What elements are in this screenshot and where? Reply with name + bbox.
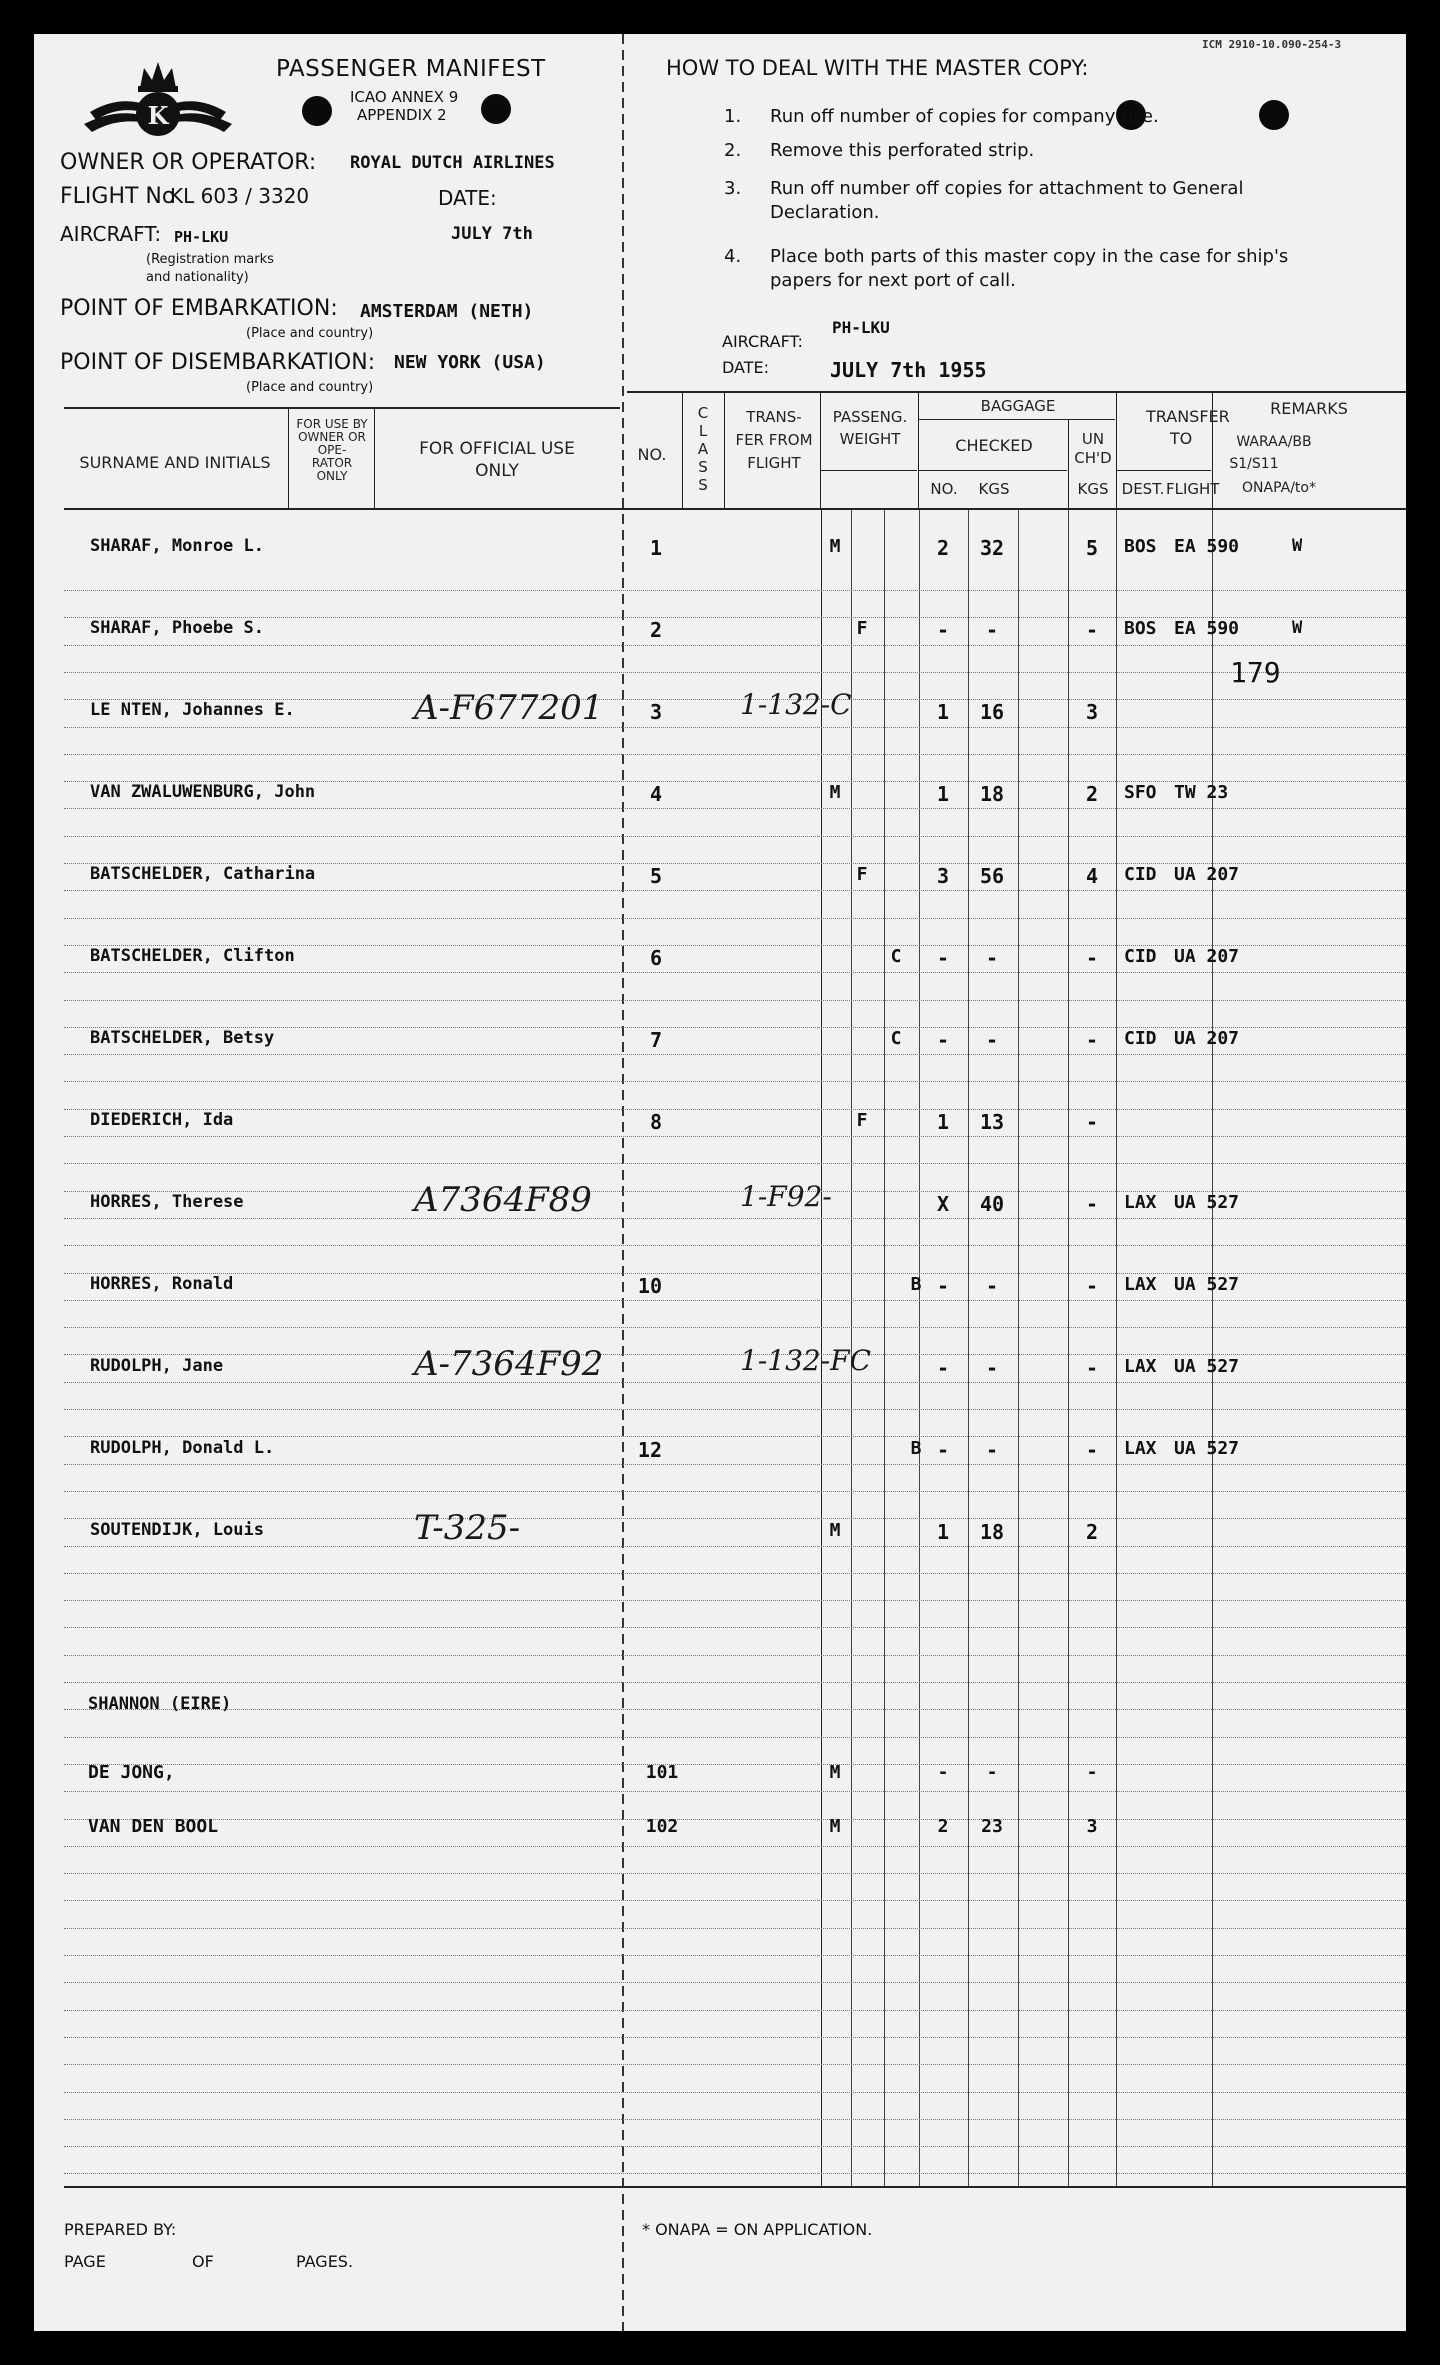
disembark-note: (Place and country) — [246, 380, 374, 395]
row-rule — [64, 1300, 1406, 1301]
row-rule — [64, 2119, 1406, 2120]
row-rule — [64, 1464, 1406, 1465]
col-divider — [682, 392, 683, 510]
row-rule — [64, 1054, 1406, 1055]
row-rule — [64, 2010, 1406, 2011]
col-header-remarks-codes: S1/S11 — [1229, 456, 1279, 472]
row-rule — [64, 1955, 1406, 1956]
col-divider — [1068, 420, 1069, 510]
baggage-count: 2 — [937, 1816, 949, 1837]
appendix: APPENDIX 2 — [357, 106, 447, 124]
weight-class-mark: M — [829, 1520, 841, 1541]
instruction-number: 1. — [724, 106, 742, 127]
baggage-count: - — [936, 1028, 950, 1052]
row-rule — [64, 1136, 1406, 1137]
weight-class-mark: B — [910, 1438, 922, 1459]
row-rule — [64, 1109, 1406, 1110]
col-divider — [1116, 510, 1117, 2186]
row-rule — [64, 1737, 1406, 1738]
unchecked-kgs: 3 — [1086, 1816, 1098, 1837]
row-rule — [64, 1218, 1406, 1219]
baggage-kgs: - — [985, 1274, 999, 1298]
passenger-name: SOUTENDIJK, Louis — [90, 1520, 264, 1540]
row-rule — [64, 1546, 1406, 1547]
passenger-name: VAN DEN BOOL — [88, 1816, 219, 1837]
col-divider — [918, 392, 919, 510]
baggage-kgs: - — [985, 946, 999, 970]
manifest-page — [34, 34, 1406, 2331]
strip-date-value: JULY 7th 1955 — [830, 358, 987, 382]
row-rule — [64, 1900, 1406, 1901]
table-top-rule — [64, 407, 620, 409]
baggage-kgs: - — [985, 618, 999, 642]
disembark-label: POINT OF DISEMBARKATION: — [60, 350, 376, 375]
instruction-number: 4. — [724, 246, 742, 267]
weight-class-mark: M — [829, 536, 841, 557]
baggage-kgs: 32 — [979, 536, 1005, 560]
instruction-text: Run off number off copies for attachment to General — [770, 178, 1244, 199]
passenger-name: LE NTEN, Johannes E. — [90, 700, 295, 720]
weight-class-mark: C — [890, 1028, 902, 1049]
row-rule — [64, 645, 1406, 646]
row-rule — [64, 2037, 1406, 2038]
transfer-dest: LAX — [1124, 1274, 1157, 1295]
row-rule — [64, 1764, 1406, 1765]
baggage-kgs: - — [985, 1028, 999, 1052]
unchecked-kgs: - — [1085, 618, 1099, 642]
official-use-number: A-7364F92 — [414, 1344, 604, 1384]
weight-class-mark: C — [890, 946, 902, 967]
unchecked-kgs: - — [1085, 1274, 1099, 1298]
baggage-count: 2 — [936, 536, 950, 560]
row-rule — [64, 672, 1406, 673]
instruction-text: papers for next port of call. — [770, 270, 1016, 291]
transfer-flight: EA 590 — [1174, 618, 1240, 639]
row-rule — [64, 754, 1406, 755]
bottom-rule — [64, 2186, 1406, 2188]
baggage-kgs: - — [985, 1356, 999, 1380]
owner-label: OWNER OR OPERATOR: — [60, 150, 317, 175]
col-header-class: C L A S S — [697, 404, 709, 494]
row-rule — [64, 1382, 1406, 1383]
unchecked-kgs: - — [1085, 1438, 1099, 1462]
form-code: ICM 2910-10.090-254-3 — [1202, 38, 1342, 51]
passenger-number: 8 — [649, 1110, 662, 1134]
passenger-number: 7 — [649, 1028, 662, 1052]
transfer-from-flight: 1-F92- — [740, 1180, 832, 1213]
passenger-name: SHARAF, Monroe L. — [90, 536, 264, 556]
col-header-checked: CHECKED — [955, 436, 1033, 455]
aircraft-value: PH-LKU — [174, 228, 229, 246]
col-header-surname: SURNAME AND INITIALS — [79, 453, 271, 472]
col-header-bag-no: NO. — [930, 480, 958, 498]
weight-class-mark: M — [829, 782, 841, 803]
unchecked-kgs: - — [1085, 1028, 1099, 1052]
col-header-owner-use: FOR USE BY OWNER OR OPE- RATOR ONLY — [296, 417, 368, 483]
row-rule — [64, 1245, 1406, 1246]
baggage-kgs: 56 — [979, 864, 1005, 888]
baggage-count: 1 — [936, 1110, 950, 1134]
dest-rule — [1117, 470, 1211, 471]
aircraft-note: and nationality) — [146, 270, 249, 285]
col-header-baggage: BAGGAGE — [980, 397, 1056, 415]
row-rule — [64, 1682, 1406, 1683]
row-rule — [64, 1409, 1406, 1410]
col-header-unchd-kgs: KGS — [1077, 480, 1109, 498]
col-header-transfer-to: TRANSFER TO — [1146, 407, 1230, 448]
row-rule — [64, 1982, 1406, 1983]
col-header-weight: PASSENG. WEIGHT — [832, 408, 908, 448]
transfer-flight: UA 527 — [1174, 1274, 1240, 1295]
unchecked-kgs: - — [1085, 1110, 1099, 1134]
weight-rule — [821, 470, 917, 471]
transfer-flight: TW 23 — [1174, 782, 1229, 803]
weight-class-mark: M — [829, 1816, 841, 1837]
punch-hole — [1259, 100, 1289, 130]
weight-class-mark: M — [829, 1762, 841, 1783]
passenger-number: 2 — [649, 618, 662, 642]
row-rule — [64, 590, 1406, 591]
instructions-title: HOW TO DEAL WITH THE MASTER COPY: — [666, 56, 1089, 80]
transfer-flight: EA 590 — [1174, 536, 1240, 557]
table-top-rule — [627, 391, 1406, 393]
unchecked-kgs: 2 — [1085, 782, 1099, 806]
passenger-number: 101 — [645, 1762, 679, 1783]
passenger-name: DE JONG, — [88, 1762, 175, 1783]
col-divider — [1116, 392, 1117, 510]
col-header-unchd: UN CH'D — [1074, 430, 1112, 467]
row-rule — [64, 2092, 1406, 2093]
row-rule — [64, 1627, 1406, 1628]
of-label: OF — [192, 2252, 214, 2271]
unchecked-kgs: - — [1085, 1192, 1099, 1216]
strip-date-label: DATE: — [722, 358, 770, 377]
instruction-text: Place both parts of this master copy in the case for ship's — [770, 246, 1289, 267]
row-rule — [64, 2064, 1406, 2065]
baggage-kgs: 18 — [979, 1520, 1005, 1544]
icao-annex: ICAO ANNEX 9 — [350, 88, 459, 106]
baggage-count: - — [936, 618, 950, 642]
transfer-dest: CID — [1124, 1028, 1157, 1049]
passenger-name: BATSCHELDER, Catharina — [90, 864, 316, 884]
row-rule — [64, 1327, 1406, 1328]
svg-text:K: K — [147, 101, 169, 130]
passenger-number: 4 — [649, 782, 662, 806]
official-use-number: A-F677201 — [414, 688, 604, 728]
transfer-dest: CID — [1124, 946, 1157, 967]
col-header-remarks: REMARKS — [1270, 399, 1348, 418]
passenger-name: VAN ZWALUWENBURG, John — [90, 782, 316, 802]
passenger-name: HORRES, Ronald — [90, 1274, 234, 1294]
row-rule — [64, 1573, 1406, 1574]
row-rule — [64, 1709, 1406, 1710]
transfer-dest: BOS — [1124, 536, 1157, 557]
date-value: JULY 7th — [451, 224, 533, 244]
passenger-name: SHARAF, Phoebe S. — [90, 618, 264, 638]
col-divider — [1212, 510, 1213, 2186]
baggage-kgs: 40 — [979, 1192, 1005, 1216]
unchecked-kgs: 2 — [1085, 1520, 1099, 1544]
baggage-kgs: 23 — [981, 1816, 1003, 1837]
row-rule — [64, 727, 1406, 728]
col-divider — [288, 409, 289, 509]
row-rule — [64, 918, 1406, 919]
passenger-number: 10 — [637, 1274, 662, 1298]
transfer-flight: UA 207 — [1174, 864, 1240, 885]
transfer-flight: UA 527 — [1174, 1438, 1240, 1459]
onapa-note: * ONAPA = ON APPLICATION. — [642, 2220, 873, 2239]
row-rule — [64, 2173, 1406, 2174]
transfer-dest: LAX — [1124, 1438, 1157, 1459]
date-label: DATE: — [438, 186, 497, 210]
perforation-line — [622, 34, 624, 2331]
baggage-count: 1 — [936, 700, 950, 724]
row-rule — [64, 1846, 1406, 1847]
unchecked-kgs: 4 — [1085, 864, 1099, 888]
instruction-text: Run off number of copies for company use. — [770, 106, 1159, 127]
flight-value: KL 603 / 3320 — [170, 184, 310, 208]
col-divider — [1018, 510, 1019, 2186]
baggage-kgs: 13 — [979, 1110, 1005, 1134]
passenger-number: 3 — [649, 700, 662, 724]
row-rule — [64, 1655, 1406, 1656]
punch-hole — [481, 94, 511, 124]
weight-class-mark: F — [856, 1110, 868, 1131]
strip-aircraft-value: PH-LKU — [832, 318, 890, 337]
unchecked-kgs: 5 — [1085, 536, 1099, 560]
transfer-from-flight: 1-132-FC — [740, 1344, 872, 1377]
baggage-kgs: - — [985, 1438, 999, 1462]
passenger-name: BATSCHELDER, Betsy — [90, 1028, 275, 1048]
flight-label: FLIGHT No — [60, 184, 176, 209]
passenger-name: DIEDERICH, Ida — [90, 1110, 234, 1130]
remark-code: W — [1292, 618, 1303, 638]
strip-aircraft-label: AIRCRAFT: — [722, 332, 803, 351]
row-rule — [64, 972, 1406, 973]
row-rule — [64, 836, 1406, 837]
owner-value: ROYAL DUTCH AIRLINES — [350, 153, 555, 173]
disembark-value: NEW YORK (USA) — [394, 352, 546, 373]
embark-label: POINT OF EMBARKATION: — [60, 296, 338, 321]
passenger-number: 6 — [649, 946, 662, 970]
col-divider — [820, 392, 821, 510]
baggage-count: 3 — [936, 864, 950, 888]
transfer-dest: SFO — [1124, 782, 1157, 803]
manifest-title: PASSENGER MANIFEST — [276, 56, 546, 82]
transfer-dest: CID — [1124, 864, 1157, 885]
baggage-rule — [919, 419, 1115, 420]
aircraft-label: AIRCRAFT: — [60, 222, 162, 246]
col-header-official: FOR OFFICIAL USE ONLY — [419, 439, 575, 481]
col-divider — [919, 510, 920, 2186]
col-header-dest: DEST. — [1121, 480, 1165, 498]
baggage-count: 1 — [936, 1520, 950, 1544]
aircraft-note: (Registration marks — [146, 252, 274, 267]
transfer-dest: BOS — [1124, 618, 1157, 639]
passenger-name: RUDOLPH, Donald L. — [90, 1438, 275, 1458]
row-rule — [64, 1873, 1406, 1874]
header-bottom-rule — [64, 508, 1406, 510]
col-divider — [1068, 510, 1069, 2186]
weight-class-mark: F — [856, 864, 868, 885]
weight-class-mark: F — [856, 618, 868, 639]
unchecked-kgs: 3 — [1085, 700, 1099, 724]
col-header-flight: FLIGHT — [1166, 480, 1220, 498]
transfer-from-flight: 1-132-C — [740, 688, 852, 721]
baggage-count: - — [936, 946, 950, 970]
row-rule — [64, 808, 1406, 809]
col-divider — [884, 510, 885, 2186]
transfer-dest: LAX — [1124, 1356, 1157, 1377]
row-rule — [64, 1163, 1406, 1164]
baggage-count: 1 — [936, 782, 950, 806]
baggage-count: - — [936, 1438, 950, 1462]
baggage-count: X — [936, 1192, 950, 1216]
instruction-text: Remove this perforated strip. — [770, 140, 1035, 161]
col-header-remarks-codes: ONAPA/to* — [1242, 480, 1316, 496]
embark-value: AMSTERDAM (NETH) — [360, 301, 534, 322]
passenger-number: 1 — [649, 536, 662, 560]
baggage-count: - — [937, 1762, 949, 1783]
instruction-number: 2. — [724, 140, 742, 161]
punch-hole — [302, 96, 332, 126]
baggage-kgs: - — [986, 1762, 998, 1783]
row-rule — [64, 1000, 1406, 1001]
row-rule — [64, 890, 1406, 891]
instruction-text: Declaration. — [770, 202, 880, 223]
transfer-flight: UA 207 — [1174, 946, 1240, 967]
section-label: SHANNON (EIRE) — [88, 1694, 232, 1714]
row-rule — [64, 1791, 1406, 1792]
remark-code: W — [1292, 536, 1303, 556]
passenger-number: 12 — [637, 1438, 662, 1462]
official-use-number: T-325- — [414, 1508, 521, 1548]
weight-class-mark: B — [910, 1274, 922, 1295]
page-label: PAGE — [64, 2252, 106, 2271]
col-divider — [968, 510, 969, 2186]
baggage-count: - — [936, 1356, 950, 1380]
col-header-no: NO. — [637, 445, 667, 464]
col-header-remarks-codes: WARAA/BB — [1236, 434, 1312, 450]
pages-label: PAGES. — [296, 2252, 354, 2271]
transfer-flight: UA 527 — [1174, 1356, 1240, 1377]
transfer-flight: UA 207 — [1174, 1028, 1240, 1049]
unchecked-kgs: - — [1085, 946, 1099, 970]
col-divider — [374, 409, 375, 509]
row-rule — [64, 1491, 1406, 1492]
checked-rule — [919, 470, 1067, 471]
passenger-number: 5 — [649, 864, 662, 888]
transfer-flight: UA 527 — [1174, 1192, 1240, 1213]
row-rule — [64, 1600, 1406, 1601]
col-header-transfer-from: TRANS- FER FROM FLIGHT — [735, 408, 813, 472]
baggage-count: - — [936, 1274, 950, 1298]
col-header-bag-kgs: KGS — [978, 480, 1010, 498]
baggage-kgs: 18 — [979, 782, 1005, 806]
passenger-name: RUDOLPH, Jane — [90, 1356, 224, 1376]
klm-crown-logo — [80, 54, 236, 150]
official-use-number: A7364F89 — [414, 1180, 592, 1220]
instruction-number: 3. — [724, 178, 742, 199]
prepared-by: PREPARED BY: — [64, 2220, 177, 2239]
unchecked-kgs: - — [1086, 1762, 1098, 1783]
passenger-number: 102 — [645, 1816, 679, 1837]
row-rule — [64, 1928, 1406, 1929]
transfer-dest: LAX — [1124, 1192, 1157, 1213]
row-rule — [64, 2146, 1406, 2147]
stamp-number: 179 — [1230, 656, 1281, 689]
baggage-kgs: 16 — [979, 700, 1005, 724]
passenger-name: HORRES, Therese — [90, 1192, 244, 1212]
row-rule — [64, 1518, 1406, 1519]
row-rule — [64, 1819, 1406, 1820]
row-rule — [64, 1081, 1406, 1082]
embark-note: (Place and country) — [246, 326, 374, 341]
col-divider — [724, 392, 725, 510]
unchecked-kgs: - — [1085, 1356, 1099, 1380]
passenger-name: BATSCHELDER, Clifton — [90, 946, 295, 966]
